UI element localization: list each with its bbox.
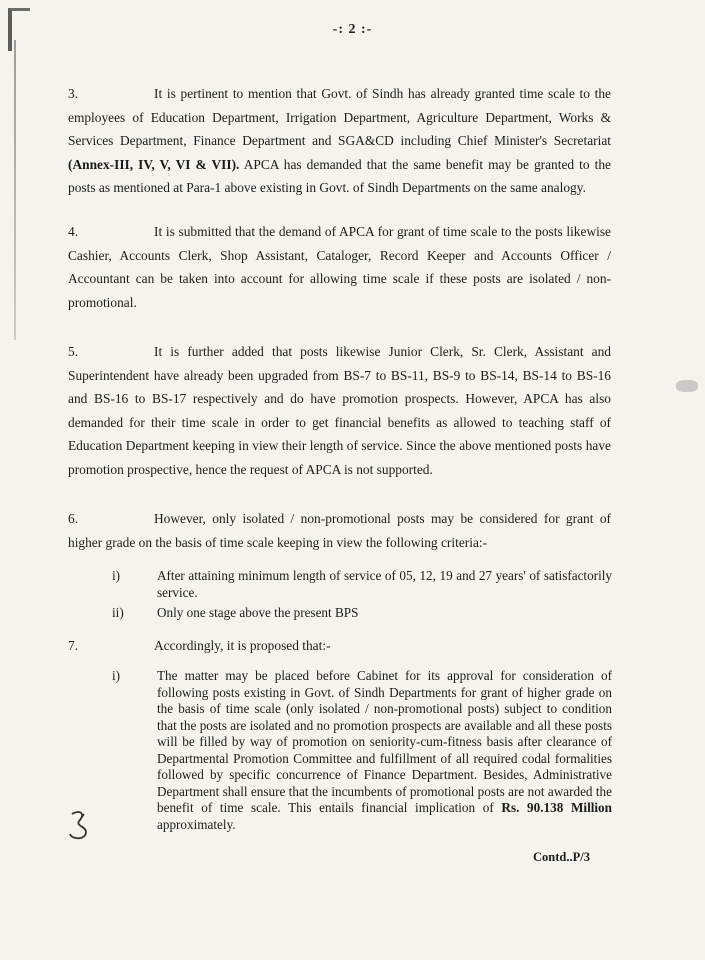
criteria-item: [112, 605, 612, 622]
list-item-text: After attaining minimum length of service of 05, 12, 19 and 27 years' of satisfactorily service.: [157, 568, 612, 600]
paragraph-5: [68, 340, 611, 482]
margin-line: [14, 40, 16, 340]
proposal-text: The matter may be placed before Cabinet for its approval for consideration of following posts existing in Govt. of Sindh Departments for grant of higher grade on the basis of time scale (only isolated / non-promotional posts) subject to condition that the posts are isolated and no promotion prospects are available and all these posts will be filled by way of promotion on seniority-cum-fitness basis after clearance of Departmental Promotion Committee and fulfillment of all required codal formalities followed by specific concurrence of Finance Department. Besides, Administrative Department shall ensure that the incumbents of promotional posts are not awarded the benefit of time scale. This entails financial implication of: [157, 668, 612, 815]
amount-bold: Rs. 90.138 Million: [501, 800, 612, 815]
proposal-text-end: approximately.: [157, 816, 236, 832]
paragraph-number: 5.: [68, 344, 79, 359]
list-item-text: [157, 668, 612, 833]
paragraph-text: However, only isolated / non-promotional posts may be considered for grant of higher grade on the basis of time scale keeping in view the following criteria:-: [68, 511, 611, 550]
list-item-text: Only one stage above the present BPS: [157, 605, 359, 620]
paragraph-text: Accordingly, it is proposed that:-: [154, 638, 331, 653]
paragraph-7: [68, 634, 611, 658]
paragraph-3: [68, 82, 611, 200]
paragraph-number: 7.: [68, 638, 79, 653]
paragraph-4: [68, 220, 611, 314]
paragraph-6: [68, 507, 611, 554]
paragraph-text: It is pertinent to mention that Govt. of Sindh has already granted time scale to the employees of Education Department, Irrigation Department, Agriculture Department, Works & Services Department, Finance Department and SGA&CD including Chief Minister's Secretariat: [68, 86, 611, 149]
paragraph-text: APCA has demanded that the same benefit may be granted to the posts as mentioned at Para-1 above existing in Govt. of Sindh Departments on the same analogy.: [68, 156, 611, 196]
continued-note: Contd..P/3: [533, 850, 590, 864]
paragraph-text: It is submitted that the demand of APCA for grant of time scale to the posts likewise Cashier, Accounts Clerk, Shop Assistant, Cataloger, Record Keeper and Accounts Officer / Accountant can be taken into account for allowing time scale if these posts are isolated / non-promotional.: [68, 224, 611, 310]
paragraph-number: 4.: [68, 224, 79, 239]
criteria-item: [112, 568, 612, 601]
scan-smudge: [676, 380, 698, 392]
paragraph-bold-text: (Annex-III, IV, V, VI & VII).: [68, 156, 240, 172]
paragraph-number: 6.: [68, 511, 79, 526]
paragraph-text: It is further added that posts likewise Junior Clerk, Sr. Clerk, Assistant and Superintendent have already been upgraded from BS-7 to BS-11, BS-9 to BS-14, BS-14 to BS-16 and BS-16 to BS-17 respectively and do have promotion prospects. However, APCA has also demanded for their time scale in order to get financial benefits as allowed to teaching staff of Education Department keeping in view their length of service. Since the above mentioned posts have promotion prospective, hence the request of APCA is not supported.: [68, 344, 611, 477]
paragraph-number: 3.: [68, 86, 79, 101]
list-marker: i): [112, 568, 121, 583]
list-marker: i): [112, 668, 121, 683]
handwritten-initial-mark: [66, 808, 92, 842]
list-marker: ii): [112, 605, 124, 620]
proposal-item: [112, 668, 612, 833]
page-number: -: 2 :-: [332, 22, 373, 37]
